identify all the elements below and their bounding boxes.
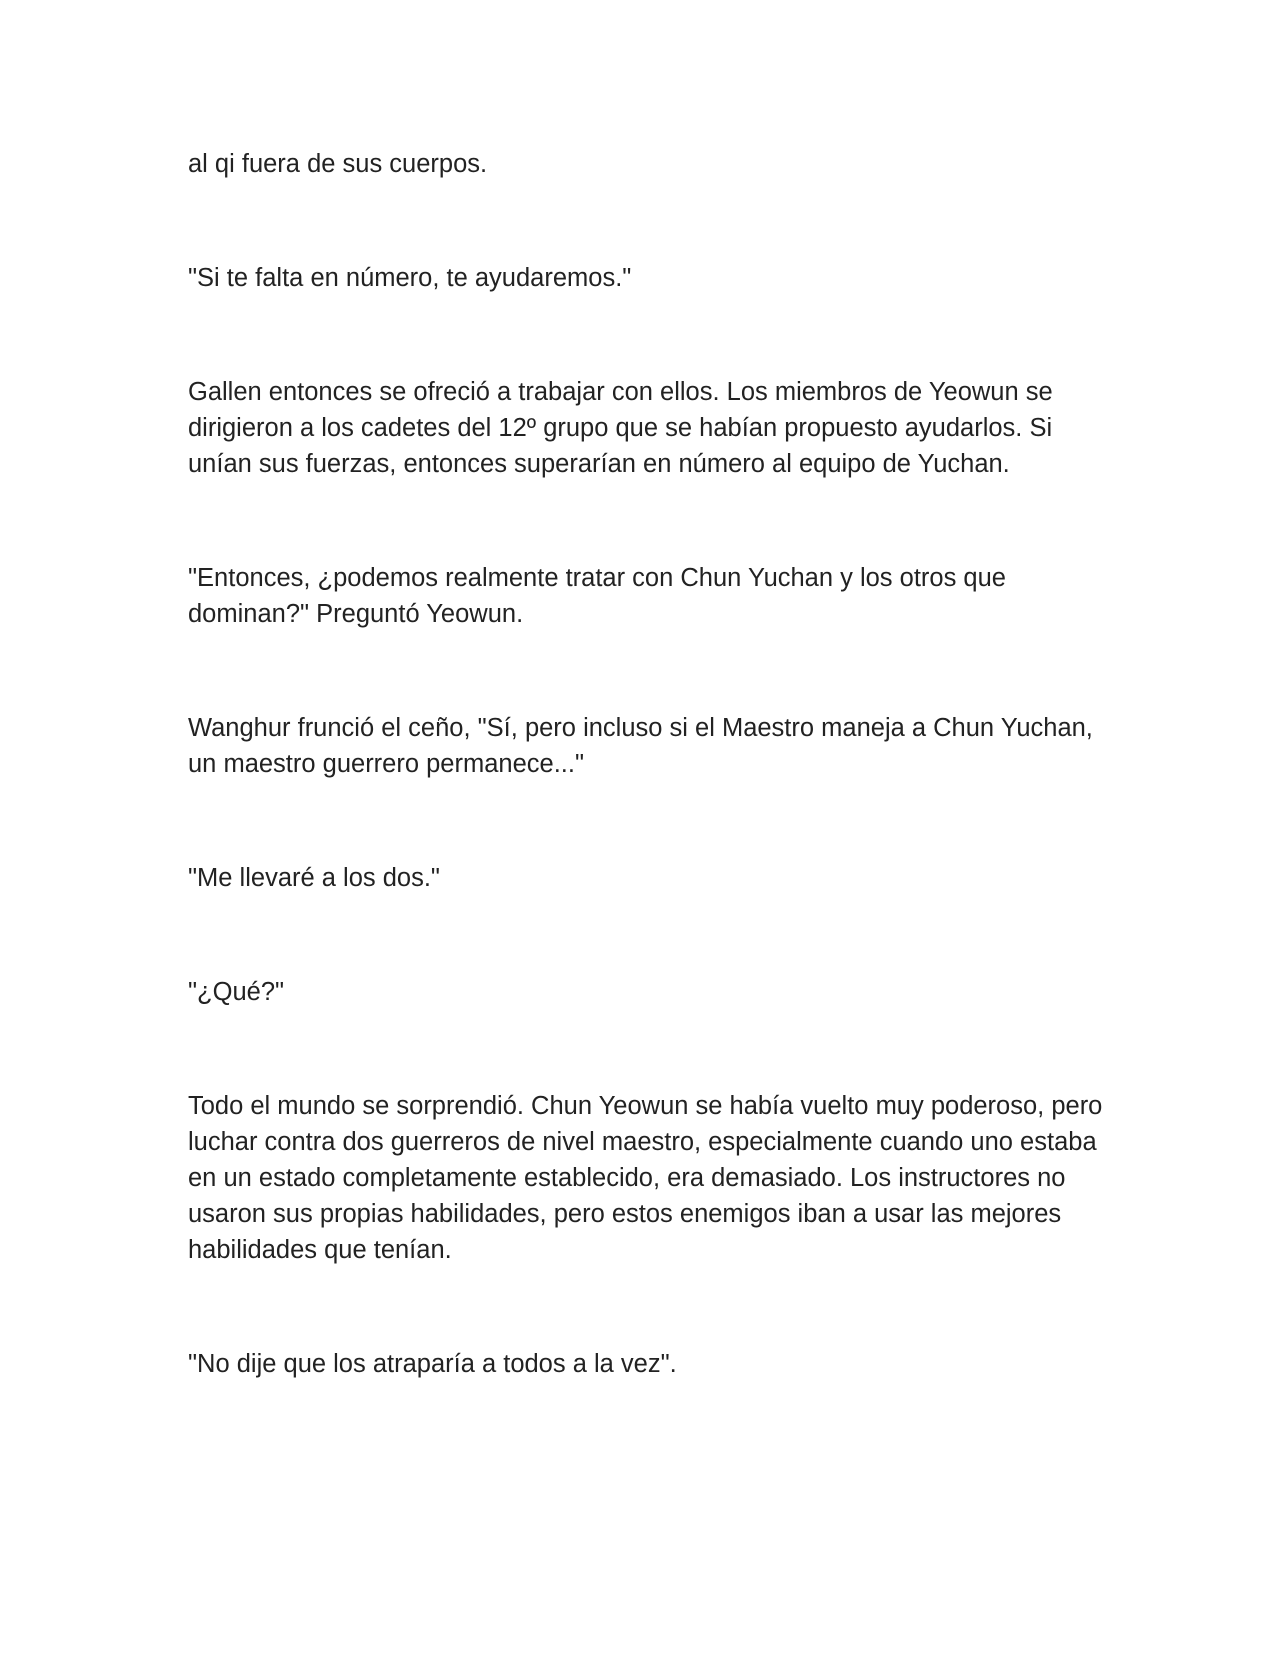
paragraph-4: "Entonces, ¿podemos realmente tratar con Chun Yuchan y los otros que dominan?" Preguntó Yeowun. — [188, 564, 1006, 628]
paragraph-3: Gallen entonces se ofreció a trabajar con ellos. Los miembros de Yeowun se dirigieron a los cadetes del 12º grupo que se habían propuesto ayudarlos. Si unían sus fuerzas, entonces superarían en número al equipo de Yuchan. — [188, 378, 1053, 478]
paragraph-2: "Si te falta en número, te ayudaremos." — [188, 264, 632, 292]
paragraph-9: "No dije que los atraparía a todos a la vez". — [188, 1350, 677, 1378]
document-body — [188, 146, 1108, 1460]
paragraph-8: Todo el mundo se sorprendió. Chun Yeowun se había vuelto muy poderoso, pero luchar contra dos guerreros de nivel maestro, especialmente cuando uno estaba en un estado completamente establecido, era demasiado. Los instructores no usaron sus propias habilidades, pero estos enemigos iban a usar las mejores habilidades que tenían. — [188, 1092, 1103, 1264]
paragraph-5: Wanghur frunció el ceño, "Sí, pero incluso si el Maestro maneja a Chun Yuchan, un maestro guerrero permanece..." — [188, 714, 1093, 778]
paragraph-7: "¿Qué?" — [188, 978, 285, 1006]
paragraph-1: al qi fuera de sus cuerpos. — [188, 150, 488, 178]
paragraph-6: "Me llevaré a los dos." — [188, 864, 440, 892]
